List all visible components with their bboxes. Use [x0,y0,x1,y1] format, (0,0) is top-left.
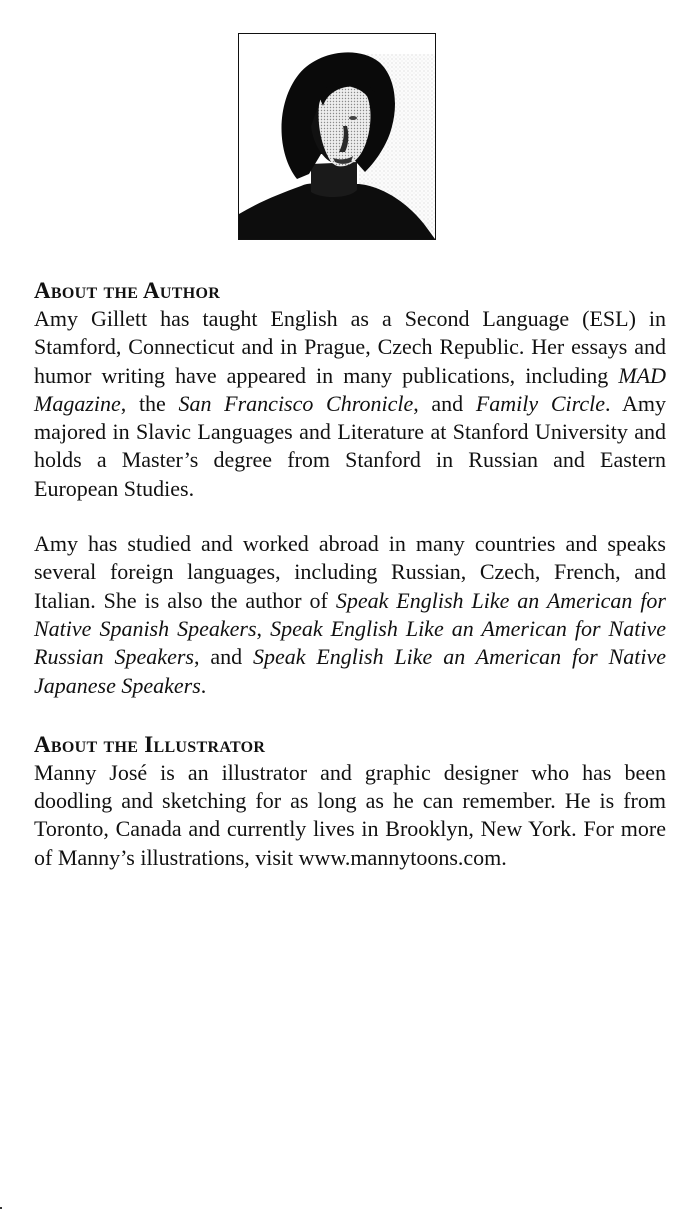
text-run: . Amy majored in Slavic Languages and Literature at Stanford University and holds a Master’s degree from Stanford in Russian and Eastern European Studies. [34,390,666,501]
text-run: , [256,615,271,641]
corner-mark [0,1207,2,1209]
text-run: Manny José is an illustrator and graphic designer who has been doodling and sketching for as long as he can remember. He is from Toronto, Canada and currently lives in Brooklyn, New York. For more of Manny’s illustrations, visit www.mannytoons.com. [34,759,666,870]
text-run: . [200,672,207,698]
italic-title: Speak English Like an American for Native Russian Speakers [34,615,666,670]
text-run: , the [120,390,179,416]
italic-title: Family Circle [475,390,606,416]
illustrator-paragraph [34,759,666,872]
about-author-heading: About the Author [34,278,221,303]
author-paragraph-2 [34,530,666,700]
author-photo [238,33,436,240]
text-run: Amy has studied and worked abroad in many countries and speaks several foreign languages, including Russian, Czech, French, and Italian. She is also the author of [34,531,666,613]
content [34,276,666,872]
italic-title: San Francisco Chronicle [178,390,414,416]
text-run: , and [413,390,476,416]
italic-title: Speak English Like an American for Native Spanish Speakers [34,587,666,641]
text-run: , and [193,644,253,670]
text-run: Amy Gillett has taught English as a Second Language (ESL) in Stamford, Connecticut and in Prague, Czech Republic. Her essays and humor writing have appeared in many publications, including [34,306,666,388]
author-paragraph-1 [34,305,666,503]
italic-title: MAD Magazine [34,362,666,416]
italic-title: Speak English Like an American for Native Japanese Speakers [34,644,667,698]
about-illustrator-heading: About the Illustrator [34,731,266,757]
